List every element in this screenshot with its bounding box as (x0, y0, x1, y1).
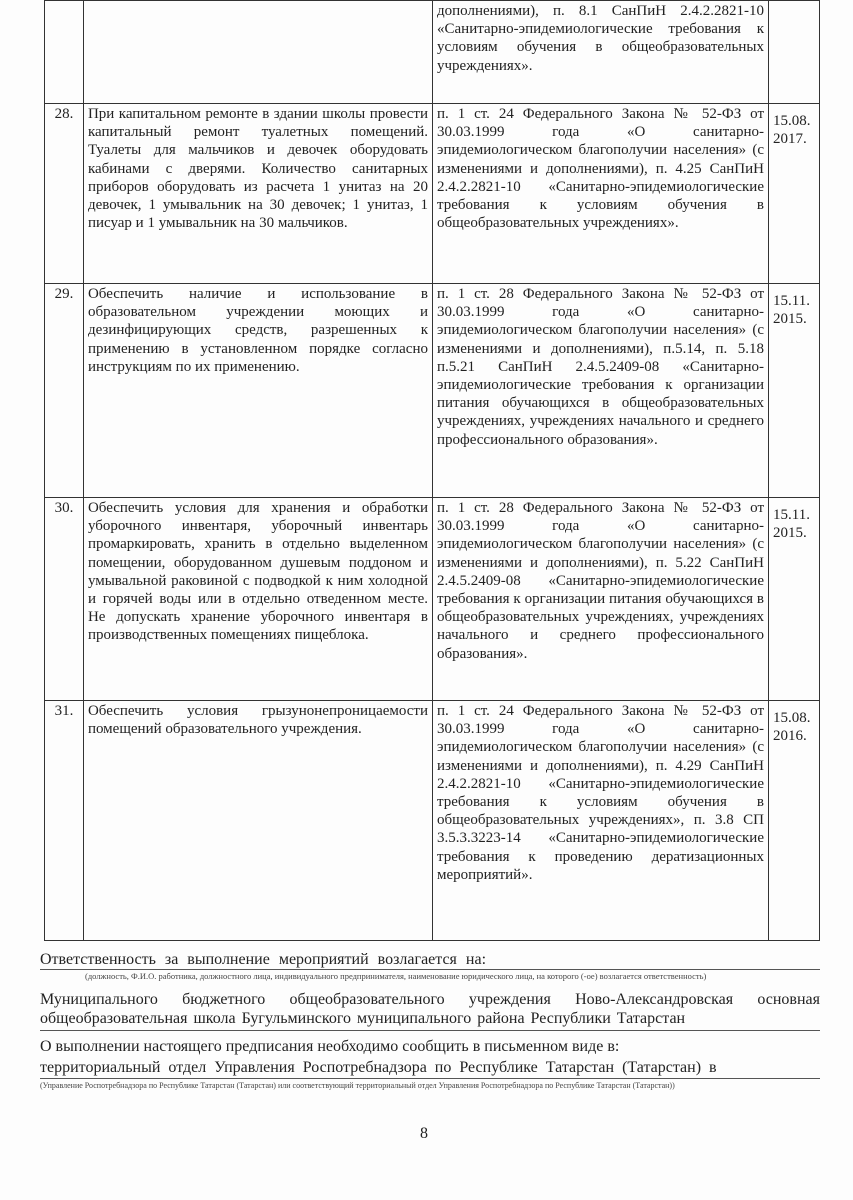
page-number: 8 (420, 1125, 428, 1142)
law-cell: п. 1 ст. 28 Федерального Закона № 52-ФЗ от 30.03.1999 года «О санитарно-эпидемиологическом благополучии населения» (с изменениями и дополнениями), п. 5.22 СанПиН 2.4.5.2409-08 «Санитарно-эпидемиологические требования к организации питания обучающихся в общеобразовательных учреждениях, учреждениях начального и среднего профессионального образования». (433, 498, 769, 701)
deadline-cell: 15.08. 2017. (769, 104, 820, 284)
requirement-cell: При капитальном ремонте в здании школы провести капитальный ремонт туалетных помещений. Туалеты для мальчиков и девочек оборудовать кабинами с дверями. Количество санитарных приборов оборудовать из расчета 1 унитаз на 20 девочек, 1 умывальник на 30 девочек; 1 унитаз, 1 писуар и 1 умывальник на 30 мальчиков. (83, 104, 432, 284)
requirement-cell (83, 1, 432, 104)
report-recipient: территориальный отдел Управления Роспотребнадзора по Республике Татарстан (Татарстан) в (40, 1059, 717, 1076)
requirement-cell: Обеспечить условия грызунонепроницаемости помещений образовательного учреждения. (83, 701, 432, 941)
table-row (45, 498, 820, 701)
row-number: 29. (45, 284, 84, 498)
requirement-cell: Обеспечить наличие и использование в образовательном учреждении моющих и дезинфицирующих средств, разрешенных к применению в установленном порядке согласно инструкциям по их применению. (83, 284, 432, 498)
law-cell: п. 1 ст. 24 Федерального Закона № 52-ФЗ от 30.03.1999 года «О санитарно-эпидемиологическом благополучии населения» (с изменениями и дополнениями), п. 4.25 СанПиН 2.4.2.2821-10 «Санитарно-эпидемиологические требования к условиям обучения в общеобразовательных учреждениях». (433, 104, 769, 284)
divider (40, 969, 820, 970)
deadline-cell: 15.11. 2015. (769, 498, 820, 701)
responsible-organization: Муниципального бюджетного общеобразовательного учреждения Ново-Александровская основная общеобразовательная школа Бугульминского муниципального района Республики Татарстан (40, 991, 820, 1027)
law-cell: дополнениями), п. 8.1 СанПиН 2.4.2.2821-10 «Санитарно-эпидемиологические требования к условиям обучения в общеобразовательных учреждениях». (433, 1, 769, 104)
table-row (45, 104, 820, 284)
deadline-cell (769, 1, 820, 104)
row-number: 30. (45, 498, 84, 701)
divider (40, 1030, 820, 1031)
row-number: 28. (45, 104, 84, 284)
measures-table (44, 0, 820, 941)
deadline-cell: 15.08. 2016. (769, 701, 820, 941)
row-number (45, 1, 84, 104)
table-row (45, 284, 820, 498)
table-row (45, 701, 820, 941)
deadline-cell: 15.11. 2015. (769, 284, 820, 498)
report-label: О выполнении настоящего предписания необходимо сообщить в письменном виде в: (40, 1038, 620, 1055)
report-hint: (Управление Роспотребнадзора по Республике Татарстан (Татарстан) или соответствующий территориальный отдел Управления Роспотребнадзора по Республике Татарстан (Татарстан)) (40, 1081, 675, 1090)
law-cell: п. 1 ст. 24 Федерального Закона № 52-ФЗ от 30.03.1999 года «О санитарно-эпидемиологическом благополучии населения» (с изменениями и дополнениями), п. 4.29 СанПиН 2.4.2.2821-10 «Санитарно-эпидемиологические требования к условиям обучения в общеобразовательных учреждениях», п. 3.8 СП 3.5.3.3223-14 «Санитарно-эпидемиологические требования к проведению дератизационных мероприятий». (433, 701, 769, 941)
law-cell: п. 1 ст. 28 Федерального Закона № 52-ФЗ от 30.03.1999 года «О санитарно-эпидемиологическом благополучии населения» (с изменениями и дополнениями), п.5.14, п. 5.18 п.5.21 СанПиН 2.4.5.2409-08 «Санитарно-эпидемиологические требования к организации питания обучающихся в общеобразовательных учреждениях, учреждениях начального и среднего профессионального образования». (433, 284, 769, 498)
table-row (45, 1, 820, 104)
responsibility-hint: (должность, Ф.И.О. работника, должностного лица, индивидуального предпринимателя, наименование юридического лица, на которого (-ое) возлагается ответственность) (85, 971, 707, 981)
divider (40, 1078, 820, 1079)
responsibility-label: Ответственность за выполнение мероприятий возлагается на: (40, 951, 487, 968)
requirement-cell: Обеспечить условия для хранения и обработки уборочного инвентаря, уборочный инвентарь промаркировать, хранить в отдельно выделенном помещении, оборудованном душевым поддоном и умывальной раковиной с подводкой к ним холодной и горячей воды или в отдельно отведенном месте. Не допускать хранение уборочного инвентаря в производственных помещениях пищеблока. (83, 498, 432, 701)
row-number: 31. (45, 701, 84, 941)
